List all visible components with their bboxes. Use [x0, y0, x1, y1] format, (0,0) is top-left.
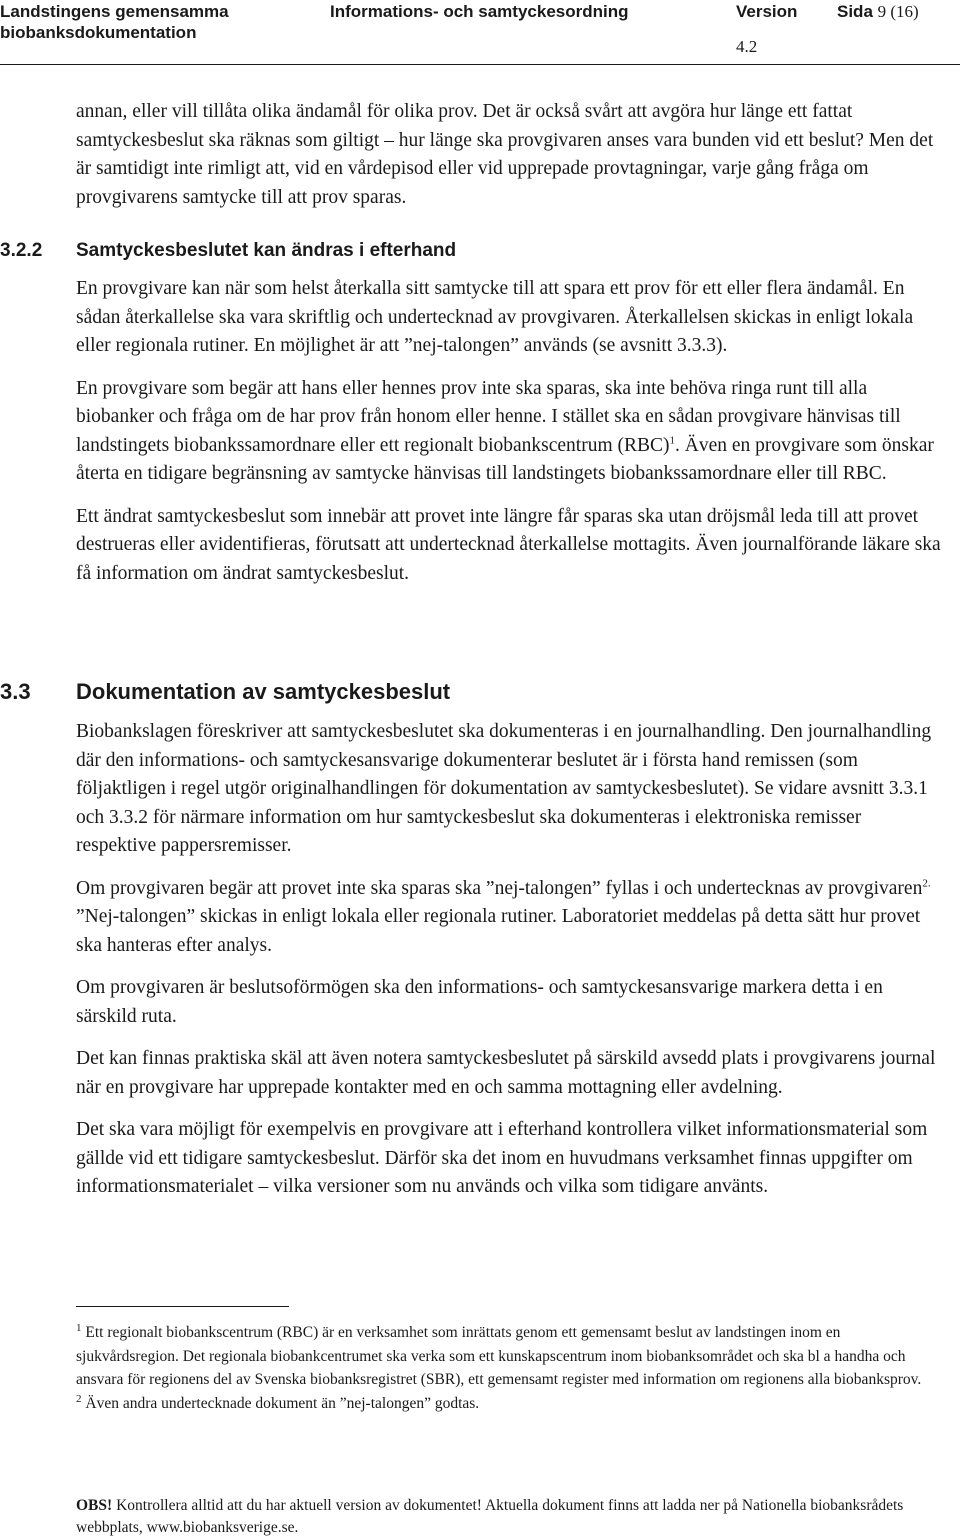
section-33-number: 3.3 [0, 679, 31, 704]
section-322-paragraph-3: Ett ändrat samtyckesbeslut som innebär att provet inte längre får sparas ska utan dröjsmål leda till att provet destrueras eller avidentifieras, förutsatt att undertecknad återkallelse mottagits. Även journalförande läkare ska få information om ändrat samtyckesbeslut. [76, 505, 941, 584]
header-page-label: Sida [837, 2, 873, 21]
section-33-paragraph-1: Biobankslagen föreskriver att samtyckesbeslutet ska dokumenteras i en journalhandling. Den journalhandling där den informations- och samtyckesansvarige dokumenterar beslutet är i första hand remissen (som följaktligen i regel utgör originalhandlingen för dokumentation av samtyckesbeslutet). Se vidare avsnitt 3.3.1 och 3.3.2 för närmare information om hur samtyckesbeslut ska dokumenteras i elektroniska remisser respektive pappersremisser. [76, 721, 932, 856]
section-322-body [76, 275, 946, 602]
section-33-paragraph-5: Det ska vara möjligt för exempelvis en provgivare att i efterhand kontrollera vilket informationsmaterial som gällde vid ett tidigare samtyckesbeslut. Därför ska det inom en huvudmans verksamhet finnas uppgifter om informationsmaterialet – vilka versioner som nu används och vilka som tidigare använts. [76, 1119, 928, 1197]
footnote-ref-1: 1 [669, 434, 676, 446]
section-33-body [76, 718, 946, 1216]
section-322-title: Samtyckesbeslutet kan ändras i efterhand [76, 240, 457, 261]
footnote-1-text: Ett regionalt biobankscentrum (RBC) är en verksamhet som inrättats genom ett gemensamt beslut av landstingen inom en sjukvårdsregion. Det regionala biobankcentrumet ska verka som ett kunskapscentrum inom biobanksområdet och ska bl a handha och ansvara för regionens del av Svenska biobanksregistret (SBR), ett gemensamt register med information om regionens alla biobanksprov. [76, 1324, 922, 1388]
footer-obs-label: OBS! [76, 1497, 113, 1514]
footer-text: Kontrollera alltid att du har aktuell version av dokumentet! Aktuella dokument finns att ladda ner på Nationella biobanksrådets webbplats, www.biobanksverige.se. [76, 1497, 904, 1536]
section-322-p2-text-a: En provgivare som begär att hans eller hennes prov inte ska sparas, ska inte behöva ringa runt till alla biobanker och fråga om de har prov från honom eller henne. I stället ska en sådan provgivare hänvisas till landstingets biobankssamordnare eller ett regionalt biobankscentrum (RBC) [76, 377, 901, 456]
intro-paragraph: annan, eller vill tillåta olika ändamål för olika prov. Det är också svårt att avgöra hur länge ett fattat samtyckesbeslut ska räknas som giltigt – hur länge ska provgivaren anses vara bunden vid ett beslut? Men det är samtidigt inte rimligt att, vid en vårdepisod eller vid upprepade provtagningar, varje gång fråga om provgivarens samtycke till att prov sparas. [76, 101, 934, 208]
footnote-2-mark: 2 [76, 1392, 82, 1405]
section-33-p2-text-a: Om provgivaren begär att provet inte ska sparas ska ”nej-talongen” fyllas i och undertecknas av provgivaren [76, 877, 923, 899]
header-org-line1: Landstingens gemensamma [0, 2, 229, 21]
header-doc-title: Informations- och samtyckesordning [330, 2, 629, 21]
section-33-paragraph-3: Om provgivaren är beslutsoförmögen ska den informations- och samtyckesansvarige markera detta i en särskild ruta. [76, 977, 883, 1027]
footnote-1 [76, 1321, 946, 1392]
section-322-number: 3.2.2 [0, 240, 43, 261]
footnote-1-mark: 1 [76, 1321, 82, 1334]
section-322-paragraph-2 [76, 375, 946, 489]
header-version-label: Version [736, 2, 798, 21]
footnote-ref-2: 2. [922, 877, 931, 889]
section-33-title: Dokumentation av samtyckesbeslut [76, 679, 451, 704]
section-33-paragraph-4: Det kan finnas praktiska skäl att även notera samtyckesbeslutet på särskild avsedd plats i provgivarens journal när en provgivare har upprepade kontakter med en och samma mottagning eller avdelning. [76, 1048, 936, 1098]
footnote-separator [76, 1306, 289, 1307]
section-322-paragraph-1: En provgivare kan när som helst återkalla sitt samtycke till att spara ett prov för ett eller flera ändamål. En sådan återkallelse ska vara skriftlig och undertecknad av provgivaren. Återkallelsen skickas in enligt lokala eller regionala rutiner. En möjlighet är att ”nej-talongen” används (se avsnitt 3.3.3). [76, 278, 914, 356]
footnote-2 [76, 1392, 946, 1416]
header-org-line2: biobanksdokumentation [0, 23, 197, 42]
header-rule [0, 64, 960, 65]
page-footer [76, 1495, 956, 1539]
header-page-value: 9 (16) [877, 2, 919, 21]
intro-block [76, 98, 946, 226]
section-322-p2-text-b: . Även en provgivare som önskar återta en tidigare begränsning av samtycke hänvisas till landstingets biobankssamordnare eller till RBC. [76, 434, 934, 484]
footnotes [76, 1321, 946, 1415]
section-33-p2-text-b: ”Nej-talongen” skickas in enligt lokala eller regionala rutiner. Laboratoriet meddelas på detta sätt hur provet ska hanteras efter analys. [76, 906, 921, 956]
section-33-paragraph-2 [76, 875, 946, 961]
header-page-number [837, 2, 919, 22]
footnote-2-text: Även andra undertecknade dokument än ”nej-talongen” godtas. [85, 1394, 480, 1412]
header-version-value: 4.2 [736, 37, 758, 56]
